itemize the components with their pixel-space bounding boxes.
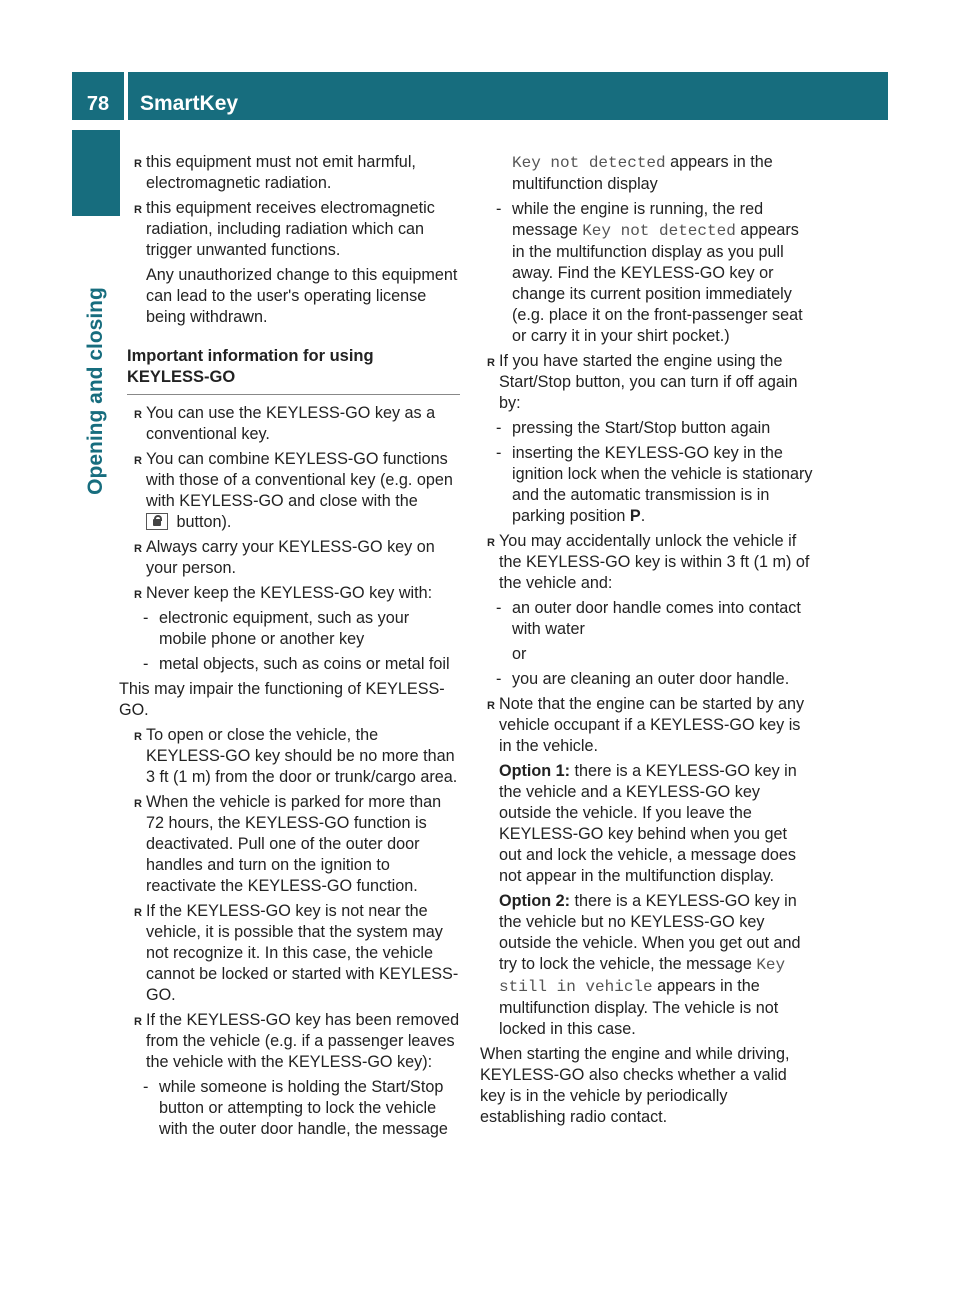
sub-list-item (480, 443, 813, 527)
sub-list-item: - an outer door handle comes into contact with water (480, 598, 813, 640)
text: there is a KEYLESS-GO key in the vehicle but no KEYLESS-GO key outside the vehicle. When you get out and try to lock the vehicle, the message (499, 892, 801, 973)
sub-list-item: - you are cleaning an outer door handle. (480, 669, 813, 690)
subheading: Important information for using KEYLESS-GO (127, 347, 374, 386)
list-item: R this equipment receives electromagnetic radiation, including radiation which can trigger unwanted functions. (127, 198, 460, 261)
side-tab (72, 226, 120, 556)
list-item-text: You can combine KEYLESS-GO functions with those of a conventional key (e.g. open with KEYLESS-GO and close with the (146, 450, 453, 510)
list-item: R You can use the KEYLESS-GO key as a conventional key. (127, 403, 460, 445)
option-paragraph (480, 891, 813, 1040)
list-item (127, 449, 460, 533)
display-message: Key not detected (582, 222, 736, 240)
lock-button-icon (146, 513, 168, 530)
text: appears in the multifunction display (512, 153, 773, 193)
option-label: Option 2: (499, 892, 571, 910)
right-column (480, 152, 813, 1132)
text: there is a KEYLESS-GO key in the vehicle and a KEYLESS-GO key outside the vehicle. If you leave the KEYLESS-GO key behind when you get out and lock the vehicle, a message does not appear in the multifunction display. (499, 762, 797, 885)
text: . (640, 507, 646, 525)
paragraph: This may impair the functioning of KEYLESS-GO. (119, 680, 445, 719)
sub-list-continuation (480, 152, 813, 195)
option-paragraph (480, 761, 813, 887)
list-item: R To open or close the vehicle, the KEYLESS-GO key should be no more than 3 ft (1 m) from the door or trunk/cargo area. (127, 725, 460, 788)
left-column (119, 152, 460, 1144)
list-item: R If the KEYLESS-GO key has been removed from the vehicle (e.g. if a passenger leaves the vehicle with the KEYLESS-GO key): (127, 1010, 460, 1073)
sub-list-item: - pressing the Start/Stop button again (480, 418, 813, 439)
list-item: R Note that the engine can be started by any vehicle occupant if a KEYLESS-GO key is in the vehicle. (480, 694, 813, 757)
list-item: R Always carry your KEYLESS-GO key on your person. (127, 537, 460, 579)
display-message: Key still in vehicle (499, 956, 786, 996)
list-item: R Never keep the KEYLESS-GO key with: (127, 583, 460, 604)
page-number: 78 (86, 93, 110, 115)
list-item: R You may accidentally unlock the vehicle if the KEYLESS-GO key is within 3 ft (1 m) of the vehicle and: (480, 531, 813, 594)
text: appears in the multifunction display as you pull away. Find the KEYLESS-GO key or change its current position immediately (e.g. place it on the front-passenger seat or carry it in your shirt pocket.) (512, 221, 803, 345)
sub-list-conjunction: or (512, 645, 527, 663)
sub-list-item: - metal objects, such as coins or metal foil (127, 654, 460, 675)
list-item-text: button). (176, 513, 232, 531)
list-item: R When the vehicle is parked for more than 72 hours, the KEYLESS-GO function is deactivated. Pull one of the outer door handles and turn on the ignition to reactivate the KEYLESS-GO function. (127, 792, 460, 897)
option-label: Option 1: (499, 762, 571, 780)
sub-list-item: - while someone is holding the Start/Stop button or attempting to lock the vehicle with the outer door handle, the message (127, 1077, 460, 1140)
display-message: Key not detected (512, 154, 666, 172)
list-item: R this equipment must not emit harmful, electromagnetic radiation. (127, 152, 460, 194)
list-item: R If the KEYLESS-GO key is not near the vehicle, it is possible that the system may not recognize it. In this case, the vehicle cannot be locked or started with KEYLESS-GO. (127, 901, 460, 1006)
sub-list-item: - electronic equipment, such as your mobile phone or another key (127, 608, 460, 650)
sub-list-item (480, 199, 813, 347)
list-item: R If you have started the engine using the Start/Stop button, you can turn if off again by: (480, 351, 813, 414)
text: inserting the KEYLESS-GO key in the ignition lock when the vehicle is stationary and the automatic transmission is in parking position (512, 444, 813, 525)
gear-position: P (629, 507, 641, 525)
text: while the engine is running, the red message (512, 200, 764, 239)
header-divider (124, 72, 128, 120)
paragraph: Any unauthorized change to this equipment can lead to the user's operating license being withdrawn. (146, 266, 458, 326)
text: appears in the multifunction display. The vehicle is not locked in this case. (499, 977, 779, 1038)
paragraph: When starting the engine and while driving, KEYLESS-GO also checks whether a valid key is in the vehicle by periodically establishing radio contact. (480, 1045, 790, 1126)
section-title: SmartKey (140, 92, 239, 115)
side-tab-marker (72, 130, 120, 216)
side-tab-label: Opening and closing (84, 287, 107, 495)
heading-rule (127, 394, 460, 395)
